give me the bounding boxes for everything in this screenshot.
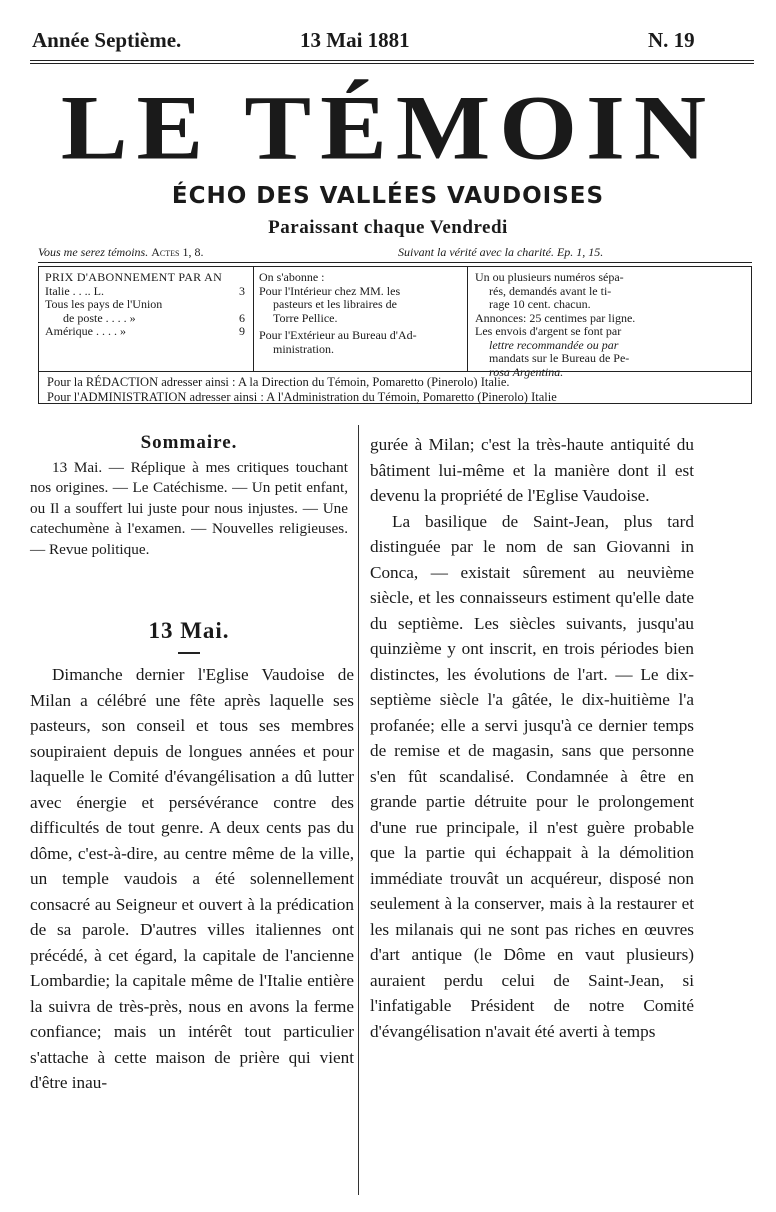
motto-right-ref: Ep. 1, 15.: [556, 245, 604, 259]
header-rule: [30, 60, 754, 61]
administration-address: Pour l'ADMINISTRATION adresser ainsi : A l'Administration du Témoin, Pomaretto (Pinerolo) Italie: [47, 390, 557, 404]
issue-number: N. 19: [648, 28, 695, 52]
issue-date: 13 Mai 1881: [300, 28, 410, 52]
motto-right: [398, 245, 603, 260]
newspaper-title: LE TÉMOIN: [60, 76, 716, 179]
newspaper-subtitle: ÉCHO DES VALLÉES VAUDOISES: [171, 183, 605, 209]
volume-label: Année Septième.: [32, 28, 182, 52]
article-heading: 13 Mai.: [148, 618, 230, 643]
box-divider: [39, 371, 751, 372]
header-rule-double: [30, 63, 754, 64]
publication-frequency: Paraissant chaque Vendredi: [268, 217, 508, 238]
prices-title: PRIX D'ABONNEMENT PAR AN: [45, 270, 223, 284]
column-rule: [358, 425, 359, 1195]
redaction-address: Pour la RÉDACTION adresser ainsi : A la Direction du Témoin, Pomaretto (Pinerolo) Italie.: [47, 375, 510, 389]
heading-dash: [178, 652, 200, 654]
price-row: Italie . . .. L. 3: [45, 283, 245, 298]
motto-left-ref: Actes 1, 8.: [151, 245, 204, 259]
motto-left-text: Vous me serez témoins.: [38, 245, 149, 259]
price-row: de poste . . . . » 6: [63, 310, 245, 325]
article-paragraph: Dimanche dernier l'Eglise Vaudoise de Milan a célébré une fête après laquelle ses pasteurs, son conseil et tous ses membres soupiraient depuis de longues années et pour laquelle le Comité d'évangélisation a dû lutter avec énergie et persévérance contre des difficultés de tout genre. A deux cents pas du dôme, c'est-à-dire, au centre même de la ville, un temple vaudois a été solennellement consacré au Seigneur et ouvert à la prédication de sa parole. D'autres villes italiennes ont précédé, à cet égard, la capitale de l'ancienne Lombardie; la capitale même de l'Italie entière la suivra de très-près, nous en avons la ferme confiance; mais un intérêt tout particulier s'attache à cette maison de prière qui vient d'être inau-: [30, 665, 354, 1092]
article-column-2: [370, 432, 694, 1044]
price-row: Tous les pays de l'Union: [45, 297, 163, 311]
article-paragraph: gurée à Milan; c'est la très-haute antiquité du bâtiment lui-même et la manière dont il est devenu la propriété de l'Eglise Vaudoise.: [370, 435, 694, 505]
motto-right-text: Suivant la vérité avec la charité.: [398, 245, 554, 259]
article-column-1: [30, 662, 354, 1096]
subscribe-column: On s'abonne : Pour l'Intérieur chez MM. les pasteurs et les libraires de Torre Pellice. Pour l'Extérieur au Bureau d'Ad- ministration.: [259, 270, 417, 356]
sommaire-heading: Sommaire.: [140, 432, 238, 453]
subscription-box: [38, 266, 752, 404]
motto-rule: [38, 262, 752, 263]
article-paragraph: La basilique de Saint-Jean, plus tard distinguée par le nom de san Giovanni in Conca, — existait sûrement au neuvième siècle, et les connaisseurs estiment qu'elle date du septième. Les siècles suivants, jusqu'au quinzième y ont inscrit, en trois périodes bien distinctes, les évolutions de l'art. — Le dix-septième siècle l'a gâtée, le dix-huitième l'a profanée; elle a servi jusqu'à ce dernier temps de remise et de magasin, sans que personne s'en fût scandalisé. Condamnée à être en grande partie détruite pour le prolongement d'une rue principale, il n'est guère probable que la partie qui échappait à la démolition immédiate trouvât un acquéreur, disposé non seulement à la conserver, mais à la restaurer et les milanais qui ne sont pas riches en œuvres d'art antique (le Dôme en vaut plusieurs) auraient perdu celui de Saint-Jean, si l'infatigable Président de notre Comité d'évangélisation n'avait été averti à temps: [370, 511, 694, 1041]
column-divider: [467, 267, 468, 371]
notes-column: Un ou plusieurs numéros sépa- rés, demandés avant le ti- rage 10 cent. chacun. Annonces: 25 centimes par ligne. Les envois d'argent se font par lettre recommandée ou par mandats sur le Bureau de Pe- rosa Argentina.: [475, 270, 636, 379]
prices-column: [45, 271, 245, 339]
price-row: Amérique . . . . » 9: [45, 324, 245, 338]
column-divider: [253, 267, 254, 371]
motto-left: [38, 245, 203, 260]
sommaire-text: 13 Mai. — Réplique à mes critiques touchant nos origines. — Le Catéchisme. — Un petit enfant, ou Il a souffert lui juste pour nous injustes. — Une catechumène à l'examen. — Nouvelles religieuses. — Revue politique.: [30, 458, 348, 558]
left-column: [30, 430, 348, 560]
